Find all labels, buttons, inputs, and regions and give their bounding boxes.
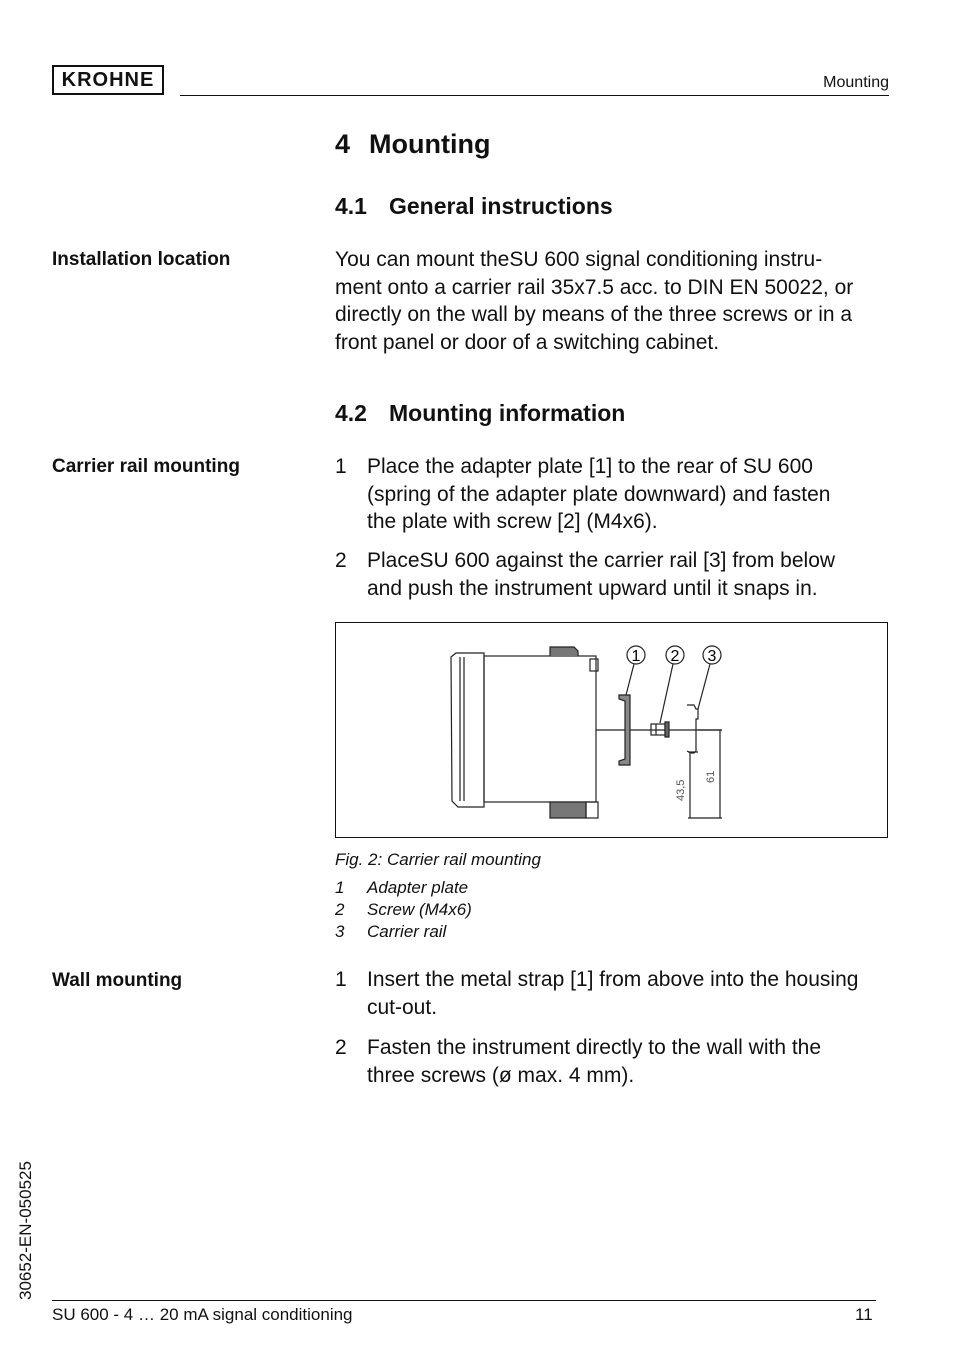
side-label-wall: Wall mounting [52,970,183,991]
callout-1: 1 [631,648,641,665]
dim-61: 61 [705,770,717,783]
figure-carrier-rail [335,622,888,838]
callout-3: 3 [707,648,717,665]
side-label-installation: Installation location [52,249,231,270]
page-number: 11 [855,1305,873,1324]
installation-paragraph: You can mount theSU 600 signal conditioning instru- ment onto a carrier rail 35x7.5 acc. to DIN EN 50022, or directly on the wall by means of the three screws or in a front panel or door of a switching cabinet. [335,248,854,354]
chapter-title: 4 Mounting [335,129,491,159]
carrier-step-2: 2 PlaceSU 600 against the carrier rail [3] from below and push the instrument upward until it snaps in. [335,549,836,600]
header-section: Mounting [823,74,889,91]
krohne-logo: KROHNE [52,65,164,95]
document-number: 30652-EN-050525 [16,1161,35,1300]
wall-step-2: 2 Fasten the instrument directly to the wall with the three screws (ø max. 4 mm). [335,1036,822,1087]
dim-43-5: 43,5 [675,779,687,801]
footer-title: SU 600 - 4 … 20 mA signal conditioning [52,1305,353,1324]
carrier-step-1: 1 Place the adapter plate [1] to the rear of SU 600 (spring of the adapter plate downward) and fasten the plate with screw [2] (M4x6). [335,455,831,533]
side-label-carrier-rail: Carrier rail mounting [52,456,240,477]
wall-step-1: 1 Insert the metal strap [1] from above into the housing cut-out. [335,968,859,1019]
carrier-rail-drawing [336,623,887,837]
section-4-1-title: 4.1 General instructions [335,193,613,219]
header-rule [180,95,889,96]
footer-rule [52,1300,876,1301]
figure-caption: Fig. 2: Carrier rail mounting [335,850,541,869]
callout-2: 2 [670,648,680,665]
section-4-2-title: 4.2 Mounting information [335,400,626,426]
